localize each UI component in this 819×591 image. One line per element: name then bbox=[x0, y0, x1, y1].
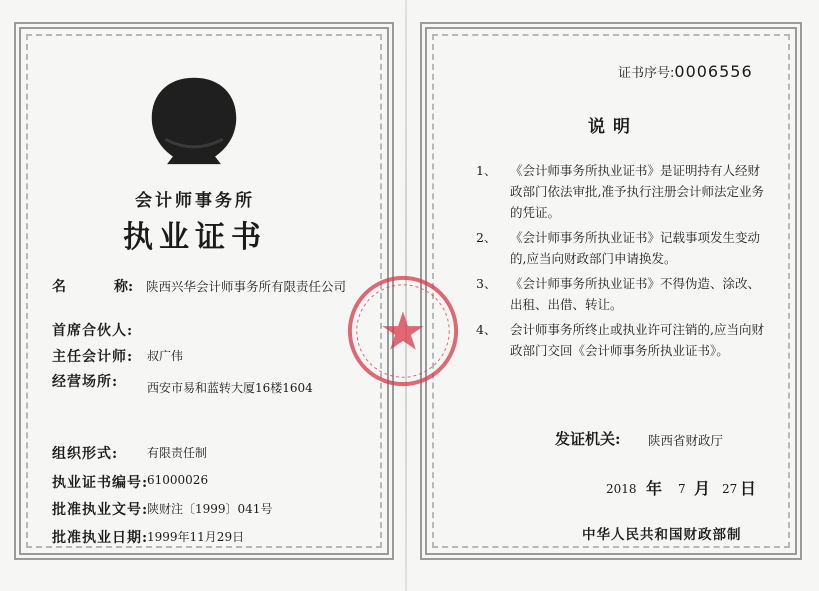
issuer-value: 陕西省财政厅 bbox=[648, 433, 724, 448]
field-approval-date bbox=[52, 527, 245, 547]
field-org-form-value: 有限责任制 bbox=[147, 446, 208, 460]
issue-month: 7 bbox=[678, 482, 686, 496]
field-cert-number-value: 61000026 bbox=[147, 473, 209, 487]
field-cert-number-label: 执业证书编号: bbox=[52, 475, 149, 491]
field-manager bbox=[52, 346, 184, 366]
field-manager-value: 叔广伟 bbox=[147, 349, 184, 363]
field-org-form-label: 组织形式: bbox=[52, 446, 119, 462]
notes-list bbox=[470, 160, 770, 365]
field-address-value: 西安市易和蓝转大厦16楼1604 bbox=[147, 381, 313, 395]
field-manager-label: 主任会计师: bbox=[52, 349, 134, 365]
field-address bbox=[52, 371, 313, 395]
official-seal-icon bbox=[344, 272, 462, 390]
field-approval-doc-label: 批准执业文号: bbox=[52, 502, 149, 518]
field-approval-date-value: 1999年11月29日 bbox=[147, 530, 245, 544]
field-name-label: 名 称: bbox=[52, 279, 134, 295]
serial-number-value: 0006556 bbox=[674, 62, 753, 81]
field-approval-doc bbox=[52, 499, 273, 519]
certificate-title: 执业证书 bbox=[123, 220, 267, 255]
notes-title: 说明 bbox=[588, 117, 638, 137]
field-address-label: 经营场所: bbox=[52, 374, 119, 390]
field-name-value: 陕西兴华会计师事务所有限责任公司 bbox=[146, 279, 347, 294]
field-approval-date-label: 批准执业日期: bbox=[52, 530, 149, 546]
note-item: 3、 《会计师事务所执业证书》不得伪造、涂改、出租、出借、转让。 bbox=[476, 276, 761, 312]
certificate-page: 会计师事务所 执业证书 名 称: 陕西兴华会计师事务所有限责任公司 首席合伙人: 主任会计师: 叔广伟 经营场所: 西安市易和蓝转大厦16楼1604 组织形式: 有限责任制 执业证书编号: 61000026 批准执业文号: 陕财注〔1999〕041号 批准执业日期: 1999年11月29日 证书序号:0006556 说明 1、 《会计师事务所执业证书》是证明持有人经财政部门依法审批,准予执行注册会计师法定业务的凭证。 2、 《会计师事务所执业证书》记载事项发生变动的,应当向财政部门申请换发。 3、 《会计师事务所执业证书》不得伪造、涂改、出租、出借、转让。 4、 会计师事务所终止或执业许可注销的,应当向财政部门交回《会计师事务所执业证书》。 发证机关: 陕西省财政厅 2018 年 7 月 27 日 中华人民共和国财政部制 bbox=[0, 0, 819, 591]
field-name bbox=[52, 276, 347, 296]
field-org-form bbox=[52, 443, 208, 463]
field-cert-number bbox=[52, 472, 209, 492]
note-item: 4、 会计师事务所终止或执业许可注销的,应当向财政部门交回《会计师事务所执业证书》。 bbox=[476, 322, 764, 358]
note-item: 1、 《会计师事务所执业证书》是证明持有人经财政部门依法审批,准予执行注册会计师法定业务的凭证。 bbox=[476, 163, 764, 220]
national-emblem-icon bbox=[146, 72, 242, 168]
producer-text: 中华人民共和国财政部制 bbox=[582, 527, 742, 543]
field-approval-doc-value: 陕财注〔1999〕041号 bbox=[147, 502, 273, 516]
issuer-label: 发证机关: bbox=[555, 430, 621, 448]
note-item: 2、 《会计师事务所执业证书》记载事项发生变动的,应当向财政部门申请换发。 bbox=[476, 230, 761, 266]
org-type-heading: 会计师事务所 bbox=[135, 191, 255, 211]
field-partner bbox=[52, 320, 133, 340]
issue-year: 2018 bbox=[606, 482, 637, 496]
issue-day: 27 bbox=[722, 482, 738, 496]
serial-number: 证书序号:0006556 bbox=[618, 62, 753, 81]
field-partner-label: 首席合伙人: bbox=[52, 323, 134, 339]
